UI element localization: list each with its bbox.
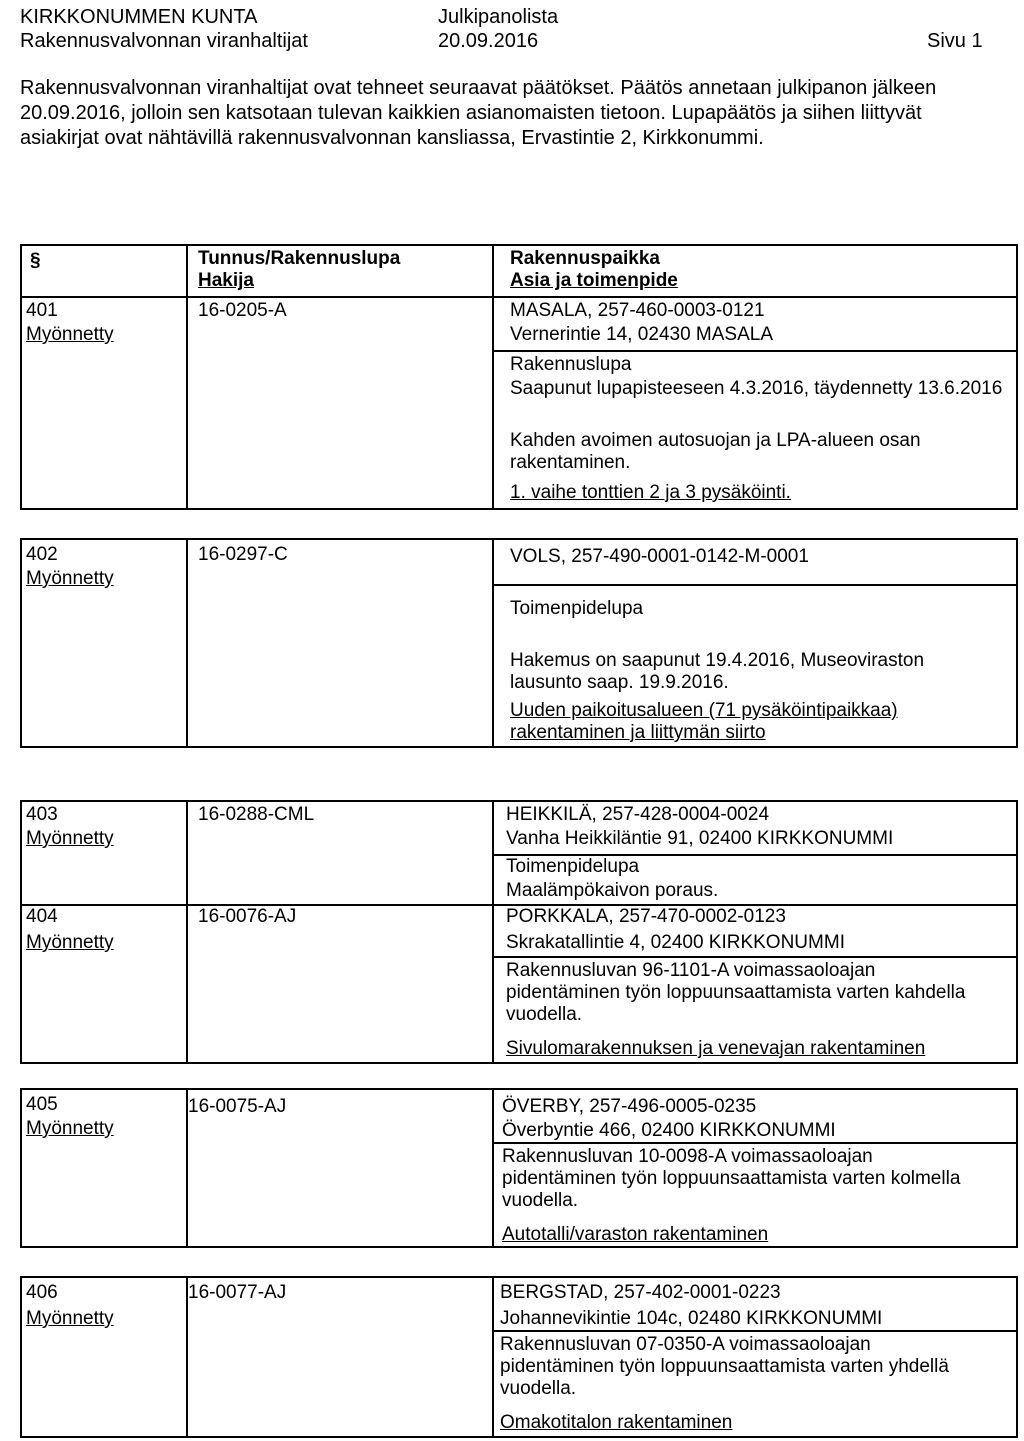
page-number: Sivu 1 <box>927 30 983 52</box>
entry-status: Myönnetty <box>26 324 114 345</box>
entry-site: BERGSTAD, 257-402-0001-0223 <box>500 1282 781 1303</box>
entry-status: Myönnetty <box>26 828 114 849</box>
entry-permit-type: Rakennuslupa <box>510 354 632 375</box>
entry-site: MASALA, 257-460-0003-0121 <box>510 300 765 321</box>
entry-site: VOLS, 257-490-0001-0142-M-0001 <box>510 546 809 567</box>
entry-action: Uuden paikoitusalueen (71 pysäköintipaikkaa) rakentaminen ja liittymän siirto <box>510 700 898 743</box>
entry-site: HEIKKILÄ, 257-428-0004-0024 <box>506 804 770 825</box>
entry-permit-id: 16-0075-AJ <box>188 1096 287 1117</box>
entry-address: Överbyntie 466, 02400 KIRKKONUMMI <box>502 1120 836 1141</box>
entry-action: Kahden avoimen autosuojan ja LPA-alueen osan rakentaminen. <box>510 430 921 473</box>
entry-number: 406 <box>26 1282 58 1303</box>
intro-paragraph <box>20 76 1005 151</box>
entry-status: Myönnetty <box>26 932 114 953</box>
document-type: Julkipanolista <box>438 6 559 28</box>
department: Rakennusvalvonnan viranhaltijat <box>20 30 308 52</box>
entry-permit-type: Toimenpidelupa <box>506 856 640 877</box>
entry-site: ÖVERBY, 257-496-0005-0235 <box>502 1096 757 1117</box>
entry-status: Myönnetty <box>26 1118 114 1139</box>
entry-details: Rakennusluvan 07-0350-A voimassaoloajan pidentäminen työn loppuunsaattamista varten yhdellä vuodella. <box>500 1334 949 1399</box>
entry-number: 402 <box>26 544 58 565</box>
entry-site: PORKKALA, 257-470-0002-0123 <box>506 906 786 927</box>
entry-details: Saapunut lupapisteeseen 4.3.2016, täydennetty 13.6.2016 <box>510 378 1003 399</box>
entry-action: Autotalli/varaston rakentaminen <box>502 1224 769 1245</box>
entry-details: Rakennusluvan 96-1101-A voimassaoloajan pidentäminen työn loppuunsaattamista varten kahdella vuodella. <box>506 960 966 1025</box>
entry-address: Skrakatallintie 4, 02400 KIRKKONUMMI <box>506 932 845 953</box>
entry-action-detail: 1. vaihe tonttien 2 ja 3 pysäköinti. <box>510 482 791 503</box>
entry-action: Sivulomarakennuksen ja venevajan rakentaminen <box>506 1038 926 1059</box>
decision-table-block <box>20 538 1018 748</box>
document-date: 20.09.2016 <box>438 30 539 52</box>
entry-number: 405 <box>26 1094 58 1115</box>
header-permit-id: Tunnus/Rakennuslupa <box>198 248 401 269</box>
decision-table-block <box>20 800 1018 1064</box>
entry-action: Omakotitalon rakentaminen <box>500 1412 733 1433</box>
entry-permit-id: 16-0077-AJ <box>188 1282 287 1303</box>
entry-number: 403 <box>26 804 58 825</box>
entry-address: Johannevikintie 104c, 02480 KIRKKONUMMI <box>500 1308 883 1329</box>
section-symbol: § <box>30 250 41 271</box>
header-action: Asia ja toimenpide <box>510 270 678 291</box>
entry-number: 404 <box>26 906 58 927</box>
entry-details: Rakennusluvan 10-0098-A voimassaoloajan pidentäminen työn loppuunsaattamista varten kolmella vuodella. <box>502 1146 961 1211</box>
entry-permit-id: 16-0076-AJ <box>198 906 297 927</box>
decision-table-block <box>20 1276 1018 1438</box>
entry-permit-type: Toimenpidelupa <box>510 598 644 619</box>
entry-address: Vernerintie 14, 02430 MASALA <box>510 324 774 345</box>
entry-status: Myönnetty <box>26 568 114 589</box>
entry-permit-id: 16-0205-A <box>198 300 287 321</box>
decision-table-block <box>20 1088 1018 1248</box>
entry-status: Myönnetty <box>26 1308 114 1329</box>
entry-address: Vanha Heikkiläntie 91, 02400 KIRKKONUMMI <box>506 828 894 849</box>
entry-number: 401 <box>26 300 58 321</box>
entry-permit-id: 16-0297-C <box>198 544 288 565</box>
entry-permit-id: 16-0288-CML <box>198 804 315 825</box>
decision-table-block <box>20 244 1018 510</box>
header-applicant: Hakija <box>198 270 254 291</box>
intro-text: Rakennusvalvonnan viranhaltijat ovat tehneet seuraavat päätökset. Päätös annetaan julkipanon jälkeen 20.09.2016, jolloin sen katsotaan tulevan kaikkien asianomaisten tietoon. Lupapäätös ja siihen liittyvät asiakirjat ovat nähtävillä rakennusvalvonnan kansliassa, Ervastintie 2, Kirkkonummi. <box>20 77 937 149</box>
entry-details: Hakemus on saapunut 19.4.2016, Museoviraston lausunto saap. 19.9.2016. <box>510 650 925 693</box>
org-name: KIRKKONUMMEN KUNTA <box>20 6 258 28</box>
entry-action: Maalämpökaivon poraus. <box>506 880 719 901</box>
header-site: Rakennuspaikka <box>510 248 660 269</box>
